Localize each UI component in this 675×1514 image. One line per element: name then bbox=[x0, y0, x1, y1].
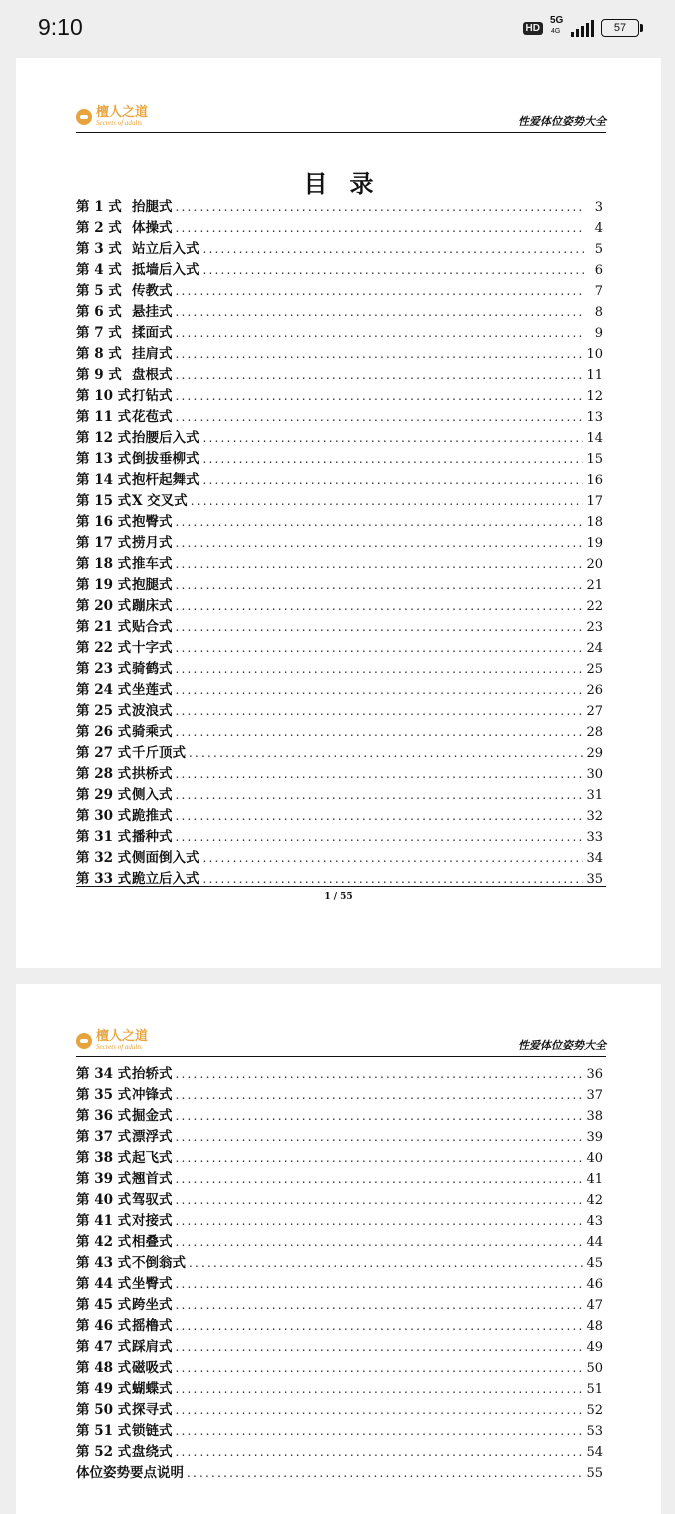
toc-entry-page: 55 bbox=[586, 1466, 603, 1481]
toc-entry-title: 坐臀式 bbox=[132, 1276, 173, 1292]
toc-entry-page: 3 bbox=[594, 200, 603, 215]
toc-entry-title: 千斤顶式 bbox=[132, 745, 186, 761]
toc-entry-number: 第 47 式 bbox=[76, 1339, 132, 1355]
logo-icon bbox=[76, 109, 92, 125]
toc-entry-title: 抱杆起舞式 bbox=[132, 472, 200, 488]
toc-entry-title: 传教式 bbox=[132, 283, 173, 299]
toc-entry[interactable] bbox=[76, 720, 603, 741]
brand-logo bbox=[76, 1030, 148, 1051]
toc-entry[interactable] bbox=[76, 489, 603, 510]
page-number: 1 / 55 bbox=[324, 892, 353, 902]
toc-entry-page: 24 bbox=[586, 641, 603, 656]
toc-entry-page: 16 bbox=[586, 473, 603, 488]
toc-leader-dots bbox=[176, 1109, 584, 1123]
toc-entry-number: 第 31 式 bbox=[76, 829, 132, 845]
toc-entry-number: 第 2 式 bbox=[76, 220, 122, 236]
toc-entry-page: 7 bbox=[594, 284, 603, 299]
toc-entry-number: 第 19 式 bbox=[76, 577, 132, 593]
toc-entry-number: 第 13 式 bbox=[76, 451, 132, 467]
toc-entry[interactable] bbox=[76, 195, 603, 216]
toc-leader-dots bbox=[176, 410, 584, 424]
toc-entry-page: 41 bbox=[586, 1172, 603, 1187]
toc-entry[interactable] bbox=[76, 615, 603, 636]
toc-leader-dots bbox=[176, 620, 584, 634]
toc-list bbox=[76, 1062, 603, 1482]
toc-entry-page: 52 bbox=[586, 1403, 603, 1418]
signal-icon bbox=[550, 17, 594, 39]
toc-entry-page: 23 bbox=[586, 620, 603, 635]
toc-entry-page: 35 bbox=[586, 872, 603, 887]
toc-leader-dots bbox=[176, 1214, 584, 1228]
toc-leader-dots bbox=[176, 578, 584, 592]
toc-entry-title: 探寻式 bbox=[132, 1402, 173, 1418]
toc-entry-number: 第 4 式 bbox=[76, 262, 122, 278]
toc-entry-title: 起飞式 bbox=[132, 1150, 173, 1166]
toc-entry-number: 第 11 式 bbox=[76, 409, 132, 425]
toc-entry[interactable] bbox=[76, 1083, 603, 1104]
toc-entry-page: 38 bbox=[586, 1109, 603, 1124]
toc-entry[interactable] bbox=[76, 216, 603, 237]
toc-entry-number: 第 29 式 bbox=[76, 787, 132, 803]
toc-entry[interactable] bbox=[76, 1146, 603, 1167]
toc-entry-title: 捞月式 bbox=[132, 535, 173, 551]
document-title: 性爱体位姿势大全 bbox=[518, 115, 606, 128]
toc-entry-title: 倒拔垂柳式 bbox=[132, 451, 200, 467]
toc-leader-dots bbox=[176, 809, 584, 823]
toc-entry-title: 漂浮式 bbox=[132, 1129, 173, 1145]
toc-entry-page: 17 bbox=[586, 494, 603, 509]
divider bbox=[76, 886, 606, 887]
toc-entry-number: 第 37 式 bbox=[76, 1129, 132, 1145]
logo-title: 檀人之道 bbox=[96, 105, 149, 120]
toc-entry-number: 第 9 式 bbox=[76, 367, 122, 383]
toc-entry-page: 33 bbox=[586, 830, 603, 845]
toc-entry-title: 十字式 bbox=[132, 640, 173, 656]
toc-leader-dots bbox=[176, 515, 584, 529]
toc-entry-page: 36 bbox=[586, 1067, 603, 1082]
toc-entry-number: 第 30 式 bbox=[76, 808, 132, 824]
toc-entry-title: 不倒翁式 bbox=[132, 1255, 186, 1271]
toc-entry-page: 54 bbox=[586, 1445, 603, 1460]
toc-entry-number: 第 33 式 bbox=[76, 871, 132, 887]
toc-entry-page: 44 bbox=[586, 1235, 603, 1250]
toc-entry-page: 8 bbox=[594, 305, 603, 320]
toc-entry-title: 跪立后入式 bbox=[132, 871, 200, 887]
toc-leader-dots bbox=[176, 1193, 584, 1207]
toc-entry-title: 抬腿式 bbox=[132, 199, 173, 215]
status-time: 9:10 bbox=[38, 14, 83, 40]
logo-title: 檀人之道 bbox=[96, 1029, 149, 1044]
logo-icon bbox=[76, 1033, 92, 1049]
toc-entry-number: 第 15 式 bbox=[76, 493, 132, 509]
toc-entry[interactable] bbox=[76, 384, 603, 405]
toc-entry-number: 第 39 式 bbox=[76, 1171, 132, 1187]
toc-entry-number: 第 46 式 bbox=[76, 1318, 132, 1334]
toc-entry-number: 第 38 式 bbox=[76, 1150, 132, 1166]
status-bar bbox=[0, 0, 675, 58]
toc-leader-dots bbox=[189, 1256, 583, 1270]
toc-leader-dots bbox=[203, 452, 584, 466]
toc-entry-page: 19 bbox=[586, 536, 603, 551]
toc-leader-dots bbox=[187, 1466, 583, 1480]
toc-entry-title: 踩肩式 bbox=[132, 1339, 173, 1355]
toc-entry-number: 第 52 式 bbox=[76, 1444, 132, 1460]
toc-leader-dots bbox=[176, 641, 584, 655]
toc-entry[interactable] bbox=[76, 1335, 603, 1356]
toc-entry-number: 第 35 式 bbox=[76, 1087, 132, 1103]
toc-entry-page: 50 bbox=[586, 1361, 603, 1376]
toc-entry-page: 46 bbox=[586, 1277, 603, 1292]
toc-entry-page: 15 bbox=[586, 452, 603, 467]
toc-leader-dots bbox=[176, 599, 584, 613]
toc-entry[interactable] bbox=[76, 1293, 603, 1314]
toc-leader-dots bbox=[176, 662, 584, 676]
toc-leader-dots bbox=[176, 1088, 584, 1102]
toc-leader-dots bbox=[176, 704, 584, 718]
toc-leader-dots bbox=[176, 1382, 584, 1396]
toc-entry[interactable] bbox=[76, 447, 603, 468]
page-header bbox=[76, 98, 606, 133]
toc-leader-dots bbox=[176, 536, 584, 550]
toc-entry-page: 26 bbox=[586, 683, 603, 698]
toc-entry[interactable] bbox=[76, 1440, 603, 1461]
toc-entry[interactable] bbox=[76, 762, 603, 783]
status-icons bbox=[523, 16, 639, 40]
toc-entry-title: 拱桥式 bbox=[132, 766, 173, 782]
toc-leader-dots bbox=[203, 431, 584, 445]
toc-entry-page: 5 bbox=[594, 242, 603, 257]
brand-logo bbox=[76, 106, 148, 127]
toc-leader-dots bbox=[176, 1361, 584, 1375]
toc-entry-page: 4 bbox=[594, 221, 603, 236]
document-title: 性爱体位姿势大全 bbox=[518, 1039, 606, 1052]
network-label: 5G bbox=[550, 15, 564, 26]
toc-leader-dots bbox=[203, 851, 584, 865]
toc-entry-number: 第 45 式 bbox=[76, 1297, 132, 1313]
toc-entry[interactable] bbox=[76, 405, 603, 426]
toc-entry-page: 12 bbox=[586, 389, 603, 404]
toc-leader-dots bbox=[176, 368, 584, 382]
toc-entry-title: 抱臀式 bbox=[132, 514, 173, 530]
toc-leader-dots bbox=[176, 200, 585, 214]
toc-entry-page: 32 bbox=[586, 809, 603, 824]
toc-entry-page: 37 bbox=[586, 1088, 603, 1103]
toc-entry-number: 第 43 式 bbox=[76, 1255, 132, 1271]
toc-entry-title: 揉面式 bbox=[132, 325, 173, 341]
toc-entry[interactable] bbox=[76, 1104, 603, 1125]
page-header bbox=[76, 1022, 606, 1057]
toc-entry-number: 第 1 式 bbox=[76, 199, 122, 215]
toc-entry-page: 30 bbox=[586, 767, 603, 782]
toc-entry-number: 第 20 式 bbox=[76, 598, 132, 614]
toc-entry-number: 第 3 式 bbox=[76, 241, 122, 257]
toc-leader-dots bbox=[176, 1235, 584, 1249]
battery-icon bbox=[601, 19, 639, 37]
toc-entry-page: 18 bbox=[586, 515, 603, 530]
toc-entry[interactable] bbox=[76, 867, 603, 888]
toc-entry-title: 盘根式 bbox=[132, 367, 173, 383]
toc-entry-title: 坐莲式 bbox=[132, 682, 173, 698]
toc-entry-page: 9 bbox=[594, 326, 603, 341]
toc-entry-page: 45 bbox=[586, 1256, 603, 1271]
toc-entry-number: 第 10 式 bbox=[76, 388, 132, 404]
toc-entry-title: 对接式 bbox=[132, 1213, 173, 1229]
toc-entry-title: 跨坐式 bbox=[132, 1297, 173, 1313]
toc-leader-dots bbox=[176, 221, 585, 235]
toc-entry-page: 11 bbox=[586, 368, 603, 383]
toc-entry-number: 第 36 式 bbox=[76, 1108, 132, 1124]
toc-entry[interactable] bbox=[76, 699, 603, 720]
toc-leader-dots bbox=[176, 1298, 584, 1312]
toc-entry-number: 第 27 式 bbox=[76, 745, 132, 761]
toc-entry-number: 第 21 式 bbox=[76, 619, 132, 635]
toc-entry-page: 43 bbox=[586, 1214, 603, 1229]
toc-entry[interactable] bbox=[76, 1251, 603, 1272]
hd-icon: HD bbox=[523, 22, 543, 35]
toc-entry-page: 13 bbox=[586, 410, 603, 425]
toc-leader-dots bbox=[176, 1130, 584, 1144]
toc-leader-dots bbox=[176, 1151, 584, 1165]
toc-entry[interactable] bbox=[76, 342, 603, 363]
toc-leader-dots bbox=[176, 1424, 584, 1438]
toc-leader-dots bbox=[203, 242, 585, 256]
toc-entry-page: 40 bbox=[586, 1151, 603, 1166]
toc-entry[interactable] bbox=[76, 426, 603, 447]
toc-leader-dots bbox=[189, 746, 583, 760]
toc-entry[interactable] bbox=[76, 300, 603, 321]
toc-entry-page: 21 bbox=[586, 578, 603, 593]
toc-entry-number: 第 23 式 bbox=[76, 661, 132, 677]
toc-entry-title: 波浪式 bbox=[132, 703, 173, 719]
toc-entry[interactable] bbox=[76, 1356, 603, 1377]
toc-entry[interactable] bbox=[76, 678, 603, 699]
toc-entry-page: 31 bbox=[586, 788, 603, 803]
toc-leader-dots bbox=[203, 263, 585, 277]
toc-entry[interactable] bbox=[76, 846, 603, 867]
toc-entry-title: 抵墙后入式 bbox=[132, 262, 200, 278]
toc-entry-title: 骑乘式 bbox=[132, 724, 173, 740]
toc-entry-page: 49 bbox=[586, 1340, 603, 1355]
toc-entry-title: 体操式 bbox=[132, 220, 173, 236]
toc-entry-title: 冲锋式 bbox=[132, 1087, 173, 1103]
toc-entry-number: 第 7 式 bbox=[76, 325, 122, 341]
toc-entry-number: 第 8 式 bbox=[76, 346, 122, 362]
toc-title: 目录 bbox=[303, 169, 396, 198]
toc-entry-number: 第 18 式 bbox=[76, 556, 132, 572]
toc-entry-number: 第 48 式 bbox=[76, 1360, 132, 1376]
toc-leader-dots bbox=[176, 347, 584, 361]
toc-entry-number: 第 12 式 bbox=[76, 430, 132, 446]
toc-leader-dots bbox=[176, 683, 584, 697]
toc-entry-title: 掘金式 bbox=[132, 1108, 173, 1124]
toc-entry-page: 22 bbox=[586, 599, 603, 614]
battery-level: 57 bbox=[613, 22, 627, 34]
toc-entry[interactable] bbox=[76, 531, 603, 552]
toc-entry[interactable] bbox=[76, 804, 603, 825]
toc-entry[interactable] bbox=[76, 1209, 603, 1230]
toc-entry[interactable] bbox=[76, 468, 603, 489]
toc-entry[interactable] bbox=[76, 573, 603, 594]
toc-entry-title: X 交叉式 bbox=[132, 493, 188, 509]
toc-entry-page: 53 bbox=[586, 1424, 603, 1439]
toc-entry[interactable] bbox=[76, 1272, 603, 1293]
toc-entry[interactable] bbox=[76, 594, 603, 615]
toc-entry-number: 第 32 式 bbox=[76, 850, 132, 866]
toc-entry-title: 蝴蝶式 bbox=[132, 1381, 173, 1397]
logo-subtitle: Secrets of adults bbox=[96, 1043, 143, 1051]
toc-entry[interactable] bbox=[76, 741, 603, 762]
document-page-1[interactable] bbox=[16, 58, 661, 968]
toc-entry-number: 第 49 式 bbox=[76, 1381, 132, 1397]
toc-entry-title: 摇橹式 bbox=[132, 1318, 173, 1334]
toc-entry-page: 10 bbox=[586, 347, 603, 362]
toc-entry-number: 第 26 式 bbox=[76, 724, 132, 740]
toc-entry-title: 侧面倒入式 bbox=[132, 850, 200, 866]
toc-entry-title: 骑鹤式 bbox=[132, 661, 173, 677]
toc-entry-title: 站立后入式 bbox=[132, 241, 200, 257]
toc-leader-dots bbox=[176, 326, 585, 340]
toc-entry-page: 34 bbox=[586, 851, 603, 866]
toc-leader-dots bbox=[176, 557, 584, 571]
toc-entry-title: 翘首式 bbox=[132, 1171, 173, 1187]
toc-entry-title: 锁链式 bbox=[132, 1423, 173, 1439]
toc-entry[interactable] bbox=[76, 363, 603, 384]
toc-entry-page: 20 bbox=[586, 557, 603, 572]
toc-entry[interactable] bbox=[76, 279, 603, 300]
toc-entry-page: 29 bbox=[586, 746, 603, 761]
signal-bars bbox=[571, 20, 594, 37]
toc-entry-page: 42 bbox=[586, 1193, 603, 1208]
toc-entry-title: 挂肩式 bbox=[132, 346, 173, 362]
toc-entry-title: 驾驭式 bbox=[132, 1192, 173, 1208]
toc-leader-dots bbox=[176, 788, 584, 802]
toc-entry-number: 第 6 式 bbox=[76, 304, 122, 320]
toc-entry[interactable] bbox=[76, 552, 603, 573]
toc-entry-page: 6 bbox=[594, 263, 603, 278]
toc-leader-dots bbox=[176, 1277, 584, 1291]
network-sub-label: 4G bbox=[551, 28, 561, 35]
toc-entry-title: 打钻式 bbox=[132, 388, 173, 404]
toc-leader-dots bbox=[176, 1172, 584, 1186]
toc-leader-dots bbox=[176, 830, 584, 844]
toc-entry-number: 第 41 式 bbox=[76, 1213, 132, 1229]
toc-entry-page: 14 bbox=[586, 431, 603, 446]
toc-entry[interactable] bbox=[76, 1188, 603, 1209]
toc-entry-title: 跪推式 bbox=[132, 808, 173, 824]
toc-entry-page: 27 bbox=[586, 704, 603, 719]
toc-entry-title: 花苞式 bbox=[132, 409, 173, 425]
toc-entry-number: 第 17 式 bbox=[76, 535, 132, 551]
toc-entry-page: 25 bbox=[586, 662, 603, 677]
toc-leader-dots bbox=[176, 767, 584, 781]
toc-leader-dots bbox=[203, 473, 584, 487]
toc-entry-page: 28 bbox=[586, 725, 603, 740]
toc-leader-dots bbox=[191, 494, 584, 508]
toc-entry[interactable] bbox=[76, 1167, 603, 1188]
toc-leader-dots bbox=[176, 1403, 584, 1417]
toc-leader-dots bbox=[176, 725, 584, 739]
toc-leader-dots bbox=[203, 872, 584, 886]
toc-entry[interactable] bbox=[76, 1419, 603, 1440]
toc-list bbox=[76, 195, 603, 888]
toc-entry-title: 抱腿式 bbox=[132, 577, 173, 593]
toc-leader-dots bbox=[176, 1445, 584, 1459]
toc-entry-title: 推车式 bbox=[132, 556, 173, 572]
toc-entry-number: 第 51 式 bbox=[76, 1423, 132, 1439]
toc-entry-number: 第 25 式 bbox=[76, 703, 132, 719]
toc-entry-number: 第 34 式 bbox=[76, 1066, 132, 1082]
toc-entry[interactable] bbox=[76, 1125, 603, 1146]
toc-entry-page: 48 bbox=[586, 1319, 603, 1334]
toc-entry[interactable] bbox=[76, 258, 603, 279]
toc-entry-number: 第 24 式 bbox=[76, 682, 132, 698]
toc-entry[interactable] bbox=[76, 657, 603, 678]
toc-entry-title: 蹦床式 bbox=[132, 598, 173, 614]
toc-entry-title: 盘绕式 bbox=[132, 1444, 173, 1460]
toc-entry-number: 第 22 式 bbox=[76, 640, 132, 656]
toc-entry-number: 第 16 式 bbox=[76, 514, 132, 530]
toc-leader-dots bbox=[176, 305, 585, 319]
toc-entry-title: 播种式 bbox=[132, 829, 173, 845]
logo-subtitle: Secrets of adults bbox=[96, 119, 143, 127]
toc-entry-title: 贴合式 bbox=[132, 619, 173, 635]
toc-entry-title: 磁吸式 bbox=[132, 1360, 173, 1376]
toc-entry[interactable] bbox=[76, 783, 603, 804]
toc-entry-title: 悬挂式 bbox=[132, 304, 173, 320]
toc-entry-title: 相叠式 bbox=[132, 1234, 173, 1250]
toc-entry-number: 第 44 式 bbox=[76, 1276, 132, 1292]
toc-leader-dots bbox=[176, 1067, 584, 1081]
toc-entry-number: 第 14 式 bbox=[76, 472, 132, 488]
toc-entry-number: 第 42 式 bbox=[76, 1234, 132, 1250]
toc-leader-dots bbox=[176, 1319, 584, 1333]
toc-leader-dots bbox=[176, 389, 584, 403]
toc-entry-number: 第 40 式 bbox=[76, 1192, 132, 1208]
toc-entry-number: 第 28 式 bbox=[76, 766, 132, 782]
toc-entry[interactable] bbox=[76, 1230, 603, 1251]
toc-entry[interactable] bbox=[76, 825, 603, 846]
toc-entry-title: 侧入式 bbox=[132, 787, 173, 803]
toc-entry[interactable] bbox=[76, 1062, 603, 1083]
toc-entry[interactable] bbox=[76, 1398, 603, 1419]
toc-entry[interactable] bbox=[76, 1377, 603, 1398]
toc-entry-title: 体位姿势要点说明 bbox=[76, 1465, 184, 1481]
document-page-2[interactable] bbox=[16, 984, 661, 1514]
toc-entry[interactable] bbox=[76, 237, 603, 258]
toc-entry-title: 抬腰后入式 bbox=[132, 430, 200, 446]
toc-entry[interactable] bbox=[76, 636, 603, 657]
toc-leader-dots bbox=[176, 284, 585, 298]
toc-entry[interactable] bbox=[76, 1461, 603, 1482]
toc-entry[interactable] bbox=[76, 1314, 603, 1335]
toc-entry-page: 39 bbox=[586, 1130, 603, 1145]
toc-leader-dots bbox=[176, 1340, 584, 1354]
toc-entry-title: 抬轿式 bbox=[132, 1066, 173, 1082]
toc-entry[interactable] bbox=[76, 321, 603, 342]
toc-entry-number: 第 50 式 bbox=[76, 1402, 132, 1418]
toc-entry[interactable] bbox=[76, 510, 603, 531]
toc-entry-number: 第 5 式 bbox=[76, 283, 122, 299]
toc-entry-page: 51 bbox=[586, 1382, 603, 1397]
toc-entry-page: 47 bbox=[586, 1298, 603, 1313]
